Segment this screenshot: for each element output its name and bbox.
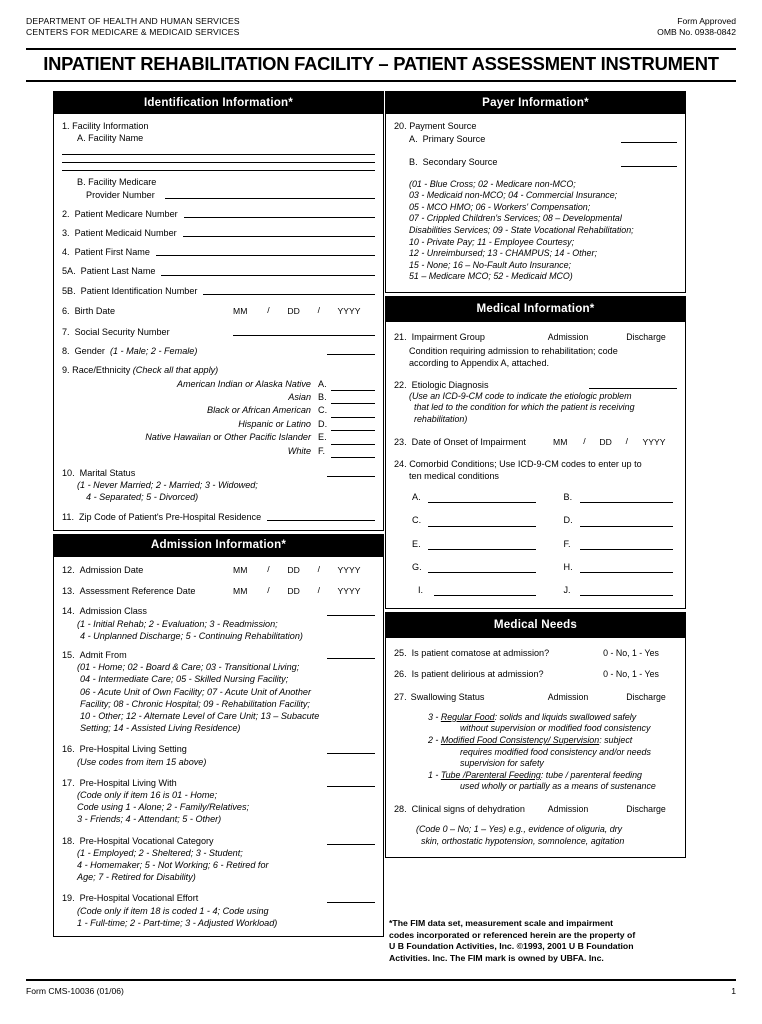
race-option-hispanic-or-latino[interactable] bbox=[62, 418, 375, 431]
form-approved-label: Form Approved bbox=[677, 16, 736, 26]
race-option-label: Asian bbox=[288, 392, 311, 403]
item-20-codes-line-2: 03 - Medicaid non-MCO; 04 - Commercial Insurance; bbox=[409, 190, 618, 201]
item-17-codes-line-3: 3 - Friends; 4 - Attendant; 5 - Other) bbox=[77, 814, 222, 825]
item-15-label: Admit From bbox=[79, 649, 127, 660]
comorbid-input[interactable] bbox=[580, 586, 674, 596]
swallowing-option-2-code: 2 - bbox=[428, 734, 441, 745]
assessment-date-dd-label: DD bbox=[287, 586, 300, 597]
item-20-codes-line-6: 10 - Private Pay; 11 - Employee Courtesy; bbox=[409, 236, 575, 247]
item-17-pre-hospital-living-with bbox=[62, 777, 375, 826]
item-11-zip-code bbox=[62, 511, 375, 523]
item-19-codes-line-2: 1 - Full-time; 2 - Part-time; 3 - Adjusted Workload) bbox=[77, 917, 278, 928]
item-3-patient-medicaid-number bbox=[62, 227, 375, 239]
item-24-number: 24. bbox=[394, 458, 407, 469]
item-14-number: 14. bbox=[62, 606, 75, 617]
item-2-patient-medicare-number bbox=[62, 208, 375, 220]
item-22-codes-line-2: that led to the condition for which the patient is receiving bbox=[414, 402, 635, 413]
dehydration-inputs[interactable] bbox=[537, 803, 677, 815]
onset-date-input[interactable] bbox=[540, 435, 677, 448]
swallowing-option-3 bbox=[416, 712, 677, 724]
comorbid-conditions-grid bbox=[394, 482, 677, 598]
race-option-label: American Indian or Alaska Native bbox=[176, 378, 311, 389]
comorbid-input[interactable] bbox=[580, 493, 674, 503]
comorbid-condition-f[interactable] bbox=[550, 538, 674, 550]
item-21-note-line-2: according to Appendix A, attached. bbox=[409, 358, 550, 369]
item-20-codes-line-9: 51 – Medicare MCO; 52 - Medicaid MCO) bbox=[409, 271, 573, 282]
birth-date-slash-2: / bbox=[317, 304, 320, 315]
item-1b-label-line2: Provider Number bbox=[86, 189, 155, 200]
item-6-birth-date bbox=[62, 304, 375, 317]
facility-name-line-3[interactable] bbox=[62, 170, 375, 171]
delirious-input-group[interactable] bbox=[585, 668, 677, 680]
comorbid-key: G. bbox=[412, 561, 422, 572]
section-body-identification bbox=[53, 114, 384, 531]
birth-date-input[interactable] bbox=[216, 304, 375, 317]
section-body-medical-needs bbox=[385, 638, 686, 858]
comorbid-key: H. bbox=[563, 561, 573, 572]
item-5a-label: Patient Last Name bbox=[80, 266, 156, 277]
race-option-native-hawaiian[interactable] bbox=[62, 431, 375, 444]
item-8-gender bbox=[62, 345, 375, 357]
item-27-label: Swallowing Status bbox=[410, 691, 485, 702]
item-20a-key: A. bbox=[409, 134, 418, 145]
item-1b-facility-medicare-provider-number bbox=[62, 176, 375, 200]
item-20b-label: Secondary Source bbox=[422, 157, 498, 168]
item-16-number: 16. bbox=[62, 744, 75, 755]
race-option-asian[interactable] bbox=[62, 391, 375, 404]
comorbid-key: I. bbox=[418, 584, 424, 595]
item-23-number: 23. bbox=[394, 436, 407, 447]
gender-input[interactable] bbox=[327, 354, 375, 355]
swallowing-option-1-rest: : tube / parenteral feeding bbox=[540, 769, 642, 780]
item-3-label: Patient Medicaid Number bbox=[74, 228, 177, 239]
item-17-codes-line-1: (Code only if item 16 is 01 - Home; bbox=[77, 789, 217, 800]
item-11-number: 11. bbox=[62, 511, 74, 522]
swallowing-option-2-cont-1: requires modified food consistency and/or needs bbox=[460, 746, 651, 757]
section-body-medical-information bbox=[385, 322, 686, 609]
item-15-number: 15. bbox=[62, 649, 75, 660]
comorbid-input[interactable] bbox=[580, 540, 674, 550]
assessment-date-yyyy-label: YYYY bbox=[337, 586, 361, 597]
assessment-date-slash-2: / bbox=[317, 585, 320, 596]
item-4-label: Patient First Name bbox=[74, 247, 150, 258]
section-header-admission: Admission Information* bbox=[53, 534, 384, 557]
assessment-date-mm-label: MM bbox=[233, 586, 248, 597]
swallowing-option-3-rest: : solids and liquids swallowed safely bbox=[494, 711, 637, 722]
comorbid-condition-j[interactable] bbox=[550, 584, 674, 596]
item-7-number: 7. bbox=[62, 327, 70, 338]
impairment-group-inputs[interactable] bbox=[537, 331, 677, 343]
comorbid-key: D. bbox=[563, 515, 573, 526]
section-header-payer: Payer Information* bbox=[385, 91, 686, 114]
item-25-label: Is patient comatose at admission? bbox=[411, 648, 550, 659]
item-10-number: 10. bbox=[62, 468, 75, 479]
comorbid-input[interactable] bbox=[580, 517, 674, 527]
assessment-reference-date-input[interactable] bbox=[216, 584, 375, 597]
item-1b-label-line1: Facility Medicare bbox=[88, 177, 157, 188]
item-28-label: Clinical signs of dehydration bbox=[411, 803, 525, 814]
item-12-label: Admission Date bbox=[79, 564, 144, 575]
item-20-payment-source bbox=[394, 120, 677, 283]
item-13-label: Assessment Reference Date bbox=[79, 586, 196, 597]
admission-date-slash-2: / bbox=[317, 563, 320, 574]
swallowing-option-2-term: Modified Food Consistency/ Supervision bbox=[440, 734, 600, 745]
item-20-codes-line-3: 05 - MCO HMO; 06 - Workers' Compensation; bbox=[409, 201, 591, 212]
item-20b-key: B. bbox=[409, 157, 418, 168]
swallowing-admission-label: Admission bbox=[547, 691, 589, 702]
item-27-number: 27. bbox=[394, 691, 407, 702]
zip-code-input[interactable] bbox=[267, 520, 375, 521]
item-28-number: 28. bbox=[394, 803, 407, 814]
item-2-label: Patient Medicare Number bbox=[74, 208, 178, 219]
item-9-codes: (Check all that apply) bbox=[132, 365, 219, 376]
pre-hospital-vocational-category-input[interactable] bbox=[327, 844, 375, 845]
item-18-pre-hospital-vocational-category bbox=[62, 835, 375, 884]
item-1b-key: B. bbox=[77, 177, 86, 188]
item-24-comorbid-conditions bbox=[394, 458, 677, 598]
section-header-medical-information: Medical Information* bbox=[385, 296, 686, 322]
admit-from-input[interactable] bbox=[327, 658, 375, 659]
onset-date-slash-1: / bbox=[583, 435, 586, 446]
comatose-input-group[interactable] bbox=[585, 647, 677, 659]
comorbid-key: B. bbox=[563, 492, 573, 503]
item-7-social-security-number bbox=[62, 326, 375, 338]
omb-number: OMB No. 0938-0842 bbox=[657, 27, 736, 38]
item-17-codes-line-2: Code using 1 - Alone; 2 - Family/Relatives; bbox=[77, 802, 250, 813]
facility-name-line-2[interactable] bbox=[62, 162, 375, 163]
item-26-number: 26. bbox=[394, 669, 407, 680]
item-7-label: Social Security Number bbox=[74, 327, 170, 338]
marital-status-input[interactable] bbox=[327, 476, 375, 477]
item-15-codes-line-1: (01 - Home; 02 - Board & Care; 03 - Transitional Living; bbox=[77, 662, 300, 673]
item-16-pre-hospital-living-setting bbox=[62, 743, 375, 767]
footer-rule bbox=[26, 979, 736, 981]
onset-date-mm-label: MM bbox=[553, 436, 568, 447]
item-23-date-of-onset-of-impairment bbox=[394, 435, 677, 448]
item-9-number: 9. bbox=[62, 365, 70, 376]
swallowing-option-2-cont-2: supervision for safety bbox=[460, 758, 544, 769]
comorbid-key: E. bbox=[412, 538, 421, 549]
race-option-key: B. bbox=[318, 392, 327, 403]
birth-date-slash-1: / bbox=[267, 304, 270, 315]
item-14-label: Admission Class bbox=[79, 606, 147, 617]
comorbid-key: F. bbox=[563, 538, 571, 549]
comorbid-condition-e[interactable] bbox=[412, 538, 536, 550]
swallowing-status-inputs[interactable] bbox=[537, 691, 677, 703]
pre-hospital-vocational-effort-input[interactable] bbox=[327, 902, 375, 903]
item-22-number: 22. bbox=[394, 379, 407, 390]
item-26-label: Is patient delirious at admission? bbox=[411, 669, 544, 680]
section-body-payer bbox=[385, 114, 686, 293]
etiologic-diagnosis-input[interactable] bbox=[589, 388, 677, 389]
item-21-label: Impairment Group bbox=[411, 331, 485, 342]
fim-note-line-3: U B Foundation Activities, Inc. ©1993, 2001 U B Foundation bbox=[389, 941, 634, 952]
onset-date-slash-2: / bbox=[625, 435, 628, 446]
item-15-codes-line-2: 04 - Intermediate Care; 05 - Skilled Nursing Facility; bbox=[80, 674, 289, 685]
item-16-label: Pre-Hospital Living Setting bbox=[79, 744, 187, 755]
page-footer bbox=[26, 986, 736, 996]
section-header-medical-needs: Medical Needs bbox=[385, 612, 686, 638]
comorbid-input[interactable] bbox=[434, 586, 536, 596]
swallowing-discharge-label: Discharge bbox=[626, 691, 666, 702]
race-option-american-indian[interactable] bbox=[62, 378, 375, 391]
item-1-facility-information bbox=[62, 120, 375, 171]
omb-block bbox=[657, 16, 736, 39]
race-option-label: Native Hawaiian or Other Pacific Islander bbox=[145, 432, 311, 443]
item-4-patient-first-name bbox=[62, 246, 375, 258]
item-15-codes-line-6: Setting; 14 - Assisted Living Residence) bbox=[80, 723, 241, 734]
item-19-pre-hospital-vocational-effort bbox=[62, 892, 375, 929]
comorbid-input[interactable] bbox=[428, 540, 536, 550]
swallowing-option-3-term: Regular Food bbox=[440, 711, 495, 722]
item-1-number: 1. bbox=[62, 121, 70, 131]
comorbid-condition-i[interactable] bbox=[412, 584, 536, 596]
item-19-codes-line-1: (Code only if item 18 is coded 1 - 4; Code using bbox=[77, 905, 269, 916]
race-option-input[interactable] bbox=[331, 435, 375, 445]
pre-hospital-living-setting-input[interactable] bbox=[327, 753, 375, 754]
admission-date-dd-label: DD bbox=[287, 564, 300, 575]
comorbid-condition-c[interactable] bbox=[412, 514, 536, 526]
race-option-input[interactable] bbox=[331, 448, 375, 458]
race-option-key: C. bbox=[318, 405, 328, 416]
admission-class-input[interactable] bbox=[327, 615, 375, 616]
fim-note-line-2: codes incorporated or referenced herein are the property of bbox=[389, 929, 636, 940]
swallowing-option-1-cont: used wholly or partially as a means of sustenance bbox=[460, 781, 656, 792]
race-option-input[interactable] bbox=[331, 421, 375, 431]
item-12-number: 12. bbox=[62, 564, 75, 575]
item-18-label: Pre-Hospital Vocational Category bbox=[79, 835, 214, 846]
primary-source-input[interactable] bbox=[621, 142, 677, 143]
item-8-number: 8. bbox=[62, 346, 70, 357]
item-22-label: Etiologic Diagnosis bbox=[411, 379, 489, 390]
item-10-marital-status bbox=[62, 467, 375, 504]
swallowing-option-2 bbox=[416, 735, 677, 747]
item-8-codes: (1 - Male; 2 - Female) bbox=[109, 346, 198, 357]
comorbid-key: A. bbox=[412, 492, 421, 503]
item-11-label: Zip Code of Patient's Pre-Hospital Residence bbox=[78, 511, 262, 522]
item-5b-label: Patient Identification Number bbox=[80, 285, 198, 296]
comorbid-input[interactable] bbox=[428, 517, 536, 527]
item-5a-patient-last-name bbox=[62, 265, 375, 277]
comorbid-input[interactable] bbox=[580, 563, 674, 573]
item-20-codes-line-4: 07 - Crippled Children's Services; 08 – Developmental bbox=[409, 213, 622, 224]
onset-date-dd-label: DD bbox=[599, 436, 612, 447]
item-10-label: Marital Status bbox=[79, 468, 136, 479]
dehydration-discharge-label: Discharge bbox=[626, 803, 666, 814]
race-option-input[interactable] bbox=[331, 394, 375, 404]
agency-line-1: DEPARTMENT OF HEALTH AND HUMAN SERVICES bbox=[26, 16, 240, 26]
item-27-swallowing-status bbox=[394, 691, 677, 793]
patient-last-name-input[interactable] bbox=[161, 275, 375, 276]
item-16-codes: (Use codes from item 15 above) bbox=[77, 756, 207, 767]
admission-date-mm-label: MM bbox=[233, 564, 248, 575]
item-1a-key: A. bbox=[77, 133, 86, 144]
race-option-key: E. bbox=[318, 432, 327, 443]
item-4-number: 4. bbox=[62, 247, 70, 258]
item-22-codes-line-1: (Use an ICD-9-CM code to indicate the etiologic problem bbox=[409, 390, 632, 401]
facility-name-line-1[interactable] bbox=[62, 154, 375, 155]
item-5b-number: 5B. bbox=[62, 285, 76, 296]
race-option-key: D. bbox=[318, 418, 328, 429]
item-1a-label: Facility Name bbox=[88, 133, 144, 144]
item-20a-label: Primary Source bbox=[422, 134, 486, 145]
fim-note-line-4: Activities. Inc. The FIM mark is owned by UBFA. Inc. bbox=[389, 952, 604, 963]
item-13-assessment-reference-date bbox=[62, 584, 375, 597]
comorbid-condition-g[interactable] bbox=[412, 561, 536, 573]
agency-line-2: CENTERS FOR MEDICARE & MEDICAID SERVICES bbox=[26, 27, 240, 38]
item-20-number: 20. bbox=[394, 121, 407, 131]
item-15-codes-line-4: Facility; 08 - Chronic Hospital; 09 - Rehabilitation Facility; bbox=[80, 698, 310, 709]
header-rule-bottom bbox=[26, 80, 736, 82]
item-2-number: 2. bbox=[62, 208, 70, 219]
left-column bbox=[53, 91, 384, 937]
item-24-label-line-2: ten medical conditions bbox=[409, 470, 499, 481]
onset-date-yyyy-label: YYYY bbox=[642, 436, 666, 447]
item-20-codes-line-5: Disabilities Services; 09 - State Vocational Rehabilitation; bbox=[409, 224, 634, 235]
item-18-codes-line-3: Age; 7 - Retired for Disability) bbox=[77, 872, 196, 883]
page-title: INPATIENT REHABILITATION FACILITY – PATIENT ASSESSMENT INSTRUMENT bbox=[43, 53, 719, 74]
item-17-label: Pre-Hospital Living With bbox=[79, 777, 177, 788]
comatose-code-label: 0 - No, 1 - Yes bbox=[603, 648, 659, 659]
comorbid-input[interactable] bbox=[428, 563, 536, 573]
item-18-codes-line-2: 4 - Homemaker; 5 - Not Working; 6 - Retired for bbox=[77, 859, 269, 870]
patient-medicare-number-input[interactable] bbox=[184, 217, 375, 218]
comorbid-condition-b[interactable] bbox=[550, 491, 674, 503]
item-13-number: 13. bbox=[62, 586, 75, 597]
item-14-codes-line-1: (1 - Initial Rehab; 2 - Evaluation; 3 - Readmission; bbox=[77, 618, 278, 629]
admission-date-input[interactable] bbox=[216, 563, 375, 576]
swallowing-option-1 bbox=[416, 770, 677, 782]
item-14-admission-class bbox=[62, 605, 375, 642]
item-24-label-line-1: Comorbid Conditions; Use ICD-9-CM codes to enter up to bbox=[409, 458, 642, 469]
header-rule-top bbox=[26, 48, 736, 50]
birth-date-dd-label: DD bbox=[287, 305, 300, 316]
page-header bbox=[26, 16, 736, 39]
race-option-label: White bbox=[287, 445, 311, 456]
section-body-admission bbox=[53, 557, 384, 937]
patient-identification-number-input[interactable] bbox=[203, 294, 375, 295]
item-19-number: 19. bbox=[62, 893, 75, 904]
race-option-label: Hispanic or Latino bbox=[238, 418, 311, 429]
item-23-label: Date of Onset of Impairment bbox=[411, 436, 526, 447]
item-3-number: 3. bbox=[62, 228, 70, 239]
race-option-white[interactable] bbox=[62, 445, 375, 458]
item-25-comatose-at-admission bbox=[394, 647, 677, 659]
swallowing-option-2-rest: : subject bbox=[599, 734, 633, 745]
item-9-label: Race/Ethnicity bbox=[72, 365, 131, 376]
item-20-codes-line-8: 15 - None; 16 – No-Fault Auto Insurance; bbox=[409, 259, 571, 270]
item-19-label: Pre-Hospital Vocational Effort bbox=[79, 893, 199, 904]
page-number: 1 bbox=[731, 986, 736, 996]
item-10-codes-line-2: 4 - Separated; 5 - Divorced) bbox=[86, 492, 199, 503]
swallowing-option-3-code: 3 - bbox=[428, 711, 441, 722]
race-option-input[interactable] bbox=[331, 381, 375, 391]
item-10-codes-line-1: (1 - Never Married; 2 - Married; 3 - Widowed; bbox=[77, 480, 258, 491]
item-8-label: Gender bbox=[74, 346, 105, 357]
item-9-race-ethnicity bbox=[62, 364, 375, 458]
secondary-source-input[interactable] bbox=[621, 166, 677, 167]
social-security-number-input[interactable] bbox=[233, 335, 375, 336]
swallowing-option-3-cont: without supervision or modified food consistency bbox=[460, 723, 651, 734]
item-21-number: 21. bbox=[394, 331, 407, 342]
item-22-codes-line-3: rehabilitation) bbox=[414, 413, 468, 424]
comorbid-condition-h[interactable] bbox=[550, 561, 674, 573]
comorbid-condition-a[interactable] bbox=[412, 491, 536, 503]
item-14-codes-line-2: 4 - Unplanned Discharge; 5 - Continuing Rehabilitation) bbox=[80, 630, 303, 641]
delirious-code-label: 0 - No, 1 - Yes bbox=[603, 669, 659, 680]
pre-hospital-living-with-input[interactable] bbox=[327, 786, 375, 787]
item-18-number: 18. bbox=[62, 835, 75, 846]
impairment-group-discharge-label: Discharge bbox=[626, 331, 666, 342]
item-15-codes-line-5: 10 - Other; 12 - Alternate Level of Care Unit; 13 – Subacute bbox=[80, 710, 320, 721]
item-28-note-line-2: skin, orthostatic hypotension, somnolence, agitation bbox=[421, 835, 625, 846]
admission-date-slash-1: / bbox=[267, 563, 270, 574]
fim-copyright-note bbox=[389, 918, 689, 964]
comorbid-key: C. bbox=[412, 515, 422, 526]
item-20-label: Payment Source bbox=[409, 121, 477, 131]
item-12-admission-date bbox=[62, 563, 375, 576]
item-25-number: 25. bbox=[394, 648, 407, 659]
race-option-label: Black or African American bbox=[207, 405, 311, 416]
section-header-identification: Identification Information* bbox=[53, 91, 384, 114]
item-5b-patient-identification-number bbox=[62, 285, 375, 297]
birth-date-mm-label: MM bbox=[233, 305, 248, 316]
item-28-clinical-signs-of-dehydration bbox=[394, 803, 677, 847]
comorbid-condition-d[interactable] bbox=[550, 514, 674, 526]
item-28-note-line-1: (Code 0 – No; 1 – Yes) e.g., evidence of oliguria, dry bbox=[416, 824, 623, 835]
item-1-label: Facility Information bbox=[72, 121, 149, 131]
facility-provider-number-input[interactable] bbox=[165, 198, 375, 199]
item-21-note-line-1: Condition requiring admission to rehabilitation; code bbox=[409, 346, 618, 357]
item-18-codes-line-1: (1 - Employed; 2 - Sheltered; 3 - Student; bbox=[77, 847, 243, 858]
swallowing-option-1-code: 1 - bbox=[428, 769, 441, 780]
dehydration-admission-label: Admission bbox=[547, 803, 589, 814]
item-5a-number: 5A. bbox=[62, 266, 76, 277]
item-20-codes-line-1: (01 - Blue Cross; 02 - Medicare non-MCO; bbox=[409, 178, 576, 189]
item-22-etiologic-diagnosis bbox=[394, 379, 677, 426]
item-6-label: Birth Date bbox=[74, 305, 116, 316]
item-26-delirious-at-admission bbox=[394, 668, 677, 680]
form-identifier: Form CMS-10036 (01/06) bbox=[26, 986, 124, 996]
patient-medicaid-number-input[interactable] bbox=[183, 236, 375, 237]
race-option-key: A. bbox=[318, 378, 327, 389]
race-option-black-or-african-american[interactable] bbox=[62, 404, 375, 417]
item-17-number: 17. bbox=[62, 777, 75, 788]
race-option-key: F. bbox=[318, 445, 326, 456]
comorbid-input[interactable] bbox=[428, 493, 536, 503]
comorbid-key: J. bbox=[563, 584, 571, 595]
agency-block bbox=[26, 16, 240, 39]
fim-note-line-1: *The FIM data set, measurement scale and impairment bbox=[389, 918, 614, 928]
item-20-codes-line-7: 12 - Unreimbursed; 13 - CHAMPUS; 14 - Other; bbox=[409, 248, 597, 259]
race-option-input[interactable] bbox=[331, 408, 375, 418]
item-15-codes-line-3: 06 - Acute Unit of Own Facility; 07 - Acute Unit of Another bbox=[80, 686, 311, 697]
birth-date-yyyy-label: YYYY bbox=[337, 305, 361, 316]
patient-first-name-input[interactable] bbox=[156, 255, 375, 256]
impairment-group-admission-label: Admission bbox=[547, 331, 589, 342]
admission-date-yyyy-label: YYYY bbox=[337, 564, 361, 575]
swallowing-option-1-term: Tube /Parenteral Feeding bbox=[440, 769, 541, 780]
assessment-date-slash-1: / bbox=[267, 585, 270, 596]
right-column bbox=[385, 91, 686, 858]
item-15-admit-from bbox=[62, 649, 375, 734]
item-6-number: 6. bbox=[62, 305, 70, 316]
item-21-impairment-group bbox=[394, 331, 677, 370]
